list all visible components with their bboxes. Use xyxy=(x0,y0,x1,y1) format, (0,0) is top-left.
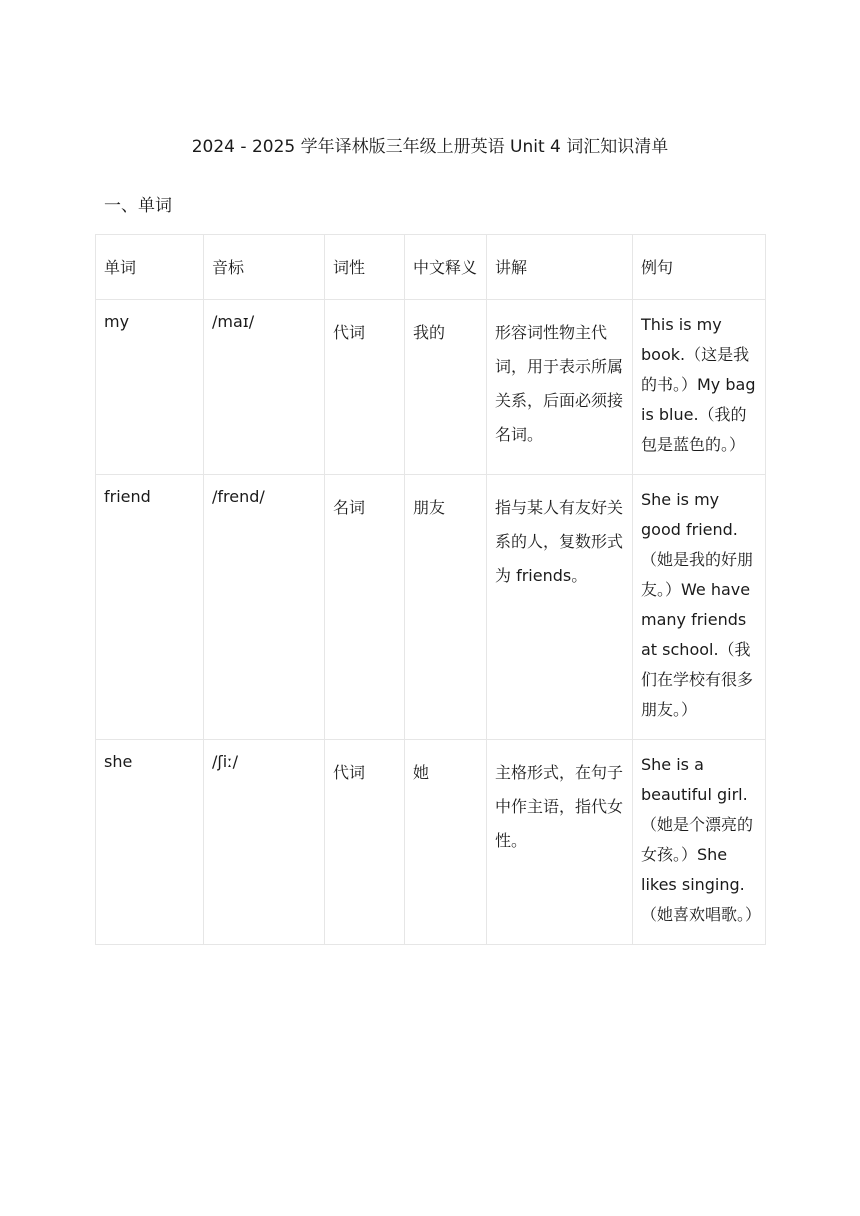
cell-example: She is a beautiful girl.（她是个漂亮的女孩。）She likes singing.（她喜欢唱歌。） xyxy=(633,740,766,945)
cell-meaning: 我的 xyxy=(405,300,487,475)
document-title: 2024 - 2025 学年译林版三年级上册英语 Unit 4 词汇知识清单 xyxy=(191,137,669,157)
cell-meaning: 朋友 xyxy=(405,475,487,740)
cell-explanation: 指与某人有友好关系的人，复数形式为 friends。 xyxy=(487,475,633,740)
cell-part-of-speech: 代词 xyxy=(325,300,405,475)
cell-word: my xyxy=(96,300,204,475)
cell-part-of-speech: 名词 xyxy=(325,475,405,740)
table-row xyxy=(96,740,766,945)
cell-part-of-speech: 代词 xyxy=(325,740,405,945)
cell-explanation: 形容词性物主代词，用于表示所属关系，后面必须接名词。 xyxy=(487,300,633,475)
header-explanation: 讲解 xyxy=(487,235,633,300)
header-word: 单词 xyxy=(96,235,204,300)
header-part-of-speech: 词性 xyxy=(325,235,405,300)
cell-example: She is my good friend.（她是我的好朋友。）We have many friends at school.（我们在学校有很多朋友。） xyxy=(633,475,766,740)
cell-phonetic: /frend/ xyxy=(204,475,325,740)
table-row xyxy=(96,300,766,475)
cell-phonetic: /maɪ/ xyxy=(204,300,325,475)
table-row xyxy=(96,475,766,740)
cell-explanation: 主格形式，在句子中作主语，指代女性。 xyxy=(487,740,633,945)
header-phonetic: 音标 xyxy=(204,235,325,300)
cell-example: This is my book.（这是我的书。）My bag is blue.（我的包是蓝色的。） xyxy=(633,300,766,475)
vocabulary-table xyxy=(95,234,766,945)
cell-word: friend xyxy=(96,475,204,740)
header-meaning: 中文释义 xyxy=(405,235,487,300)
cell-word: she xyxy=(96,740,204,945)
header-example: 例句 xyxy=(633,235,766,300)
section-heading-words: 一、单词 xyxy=(104,196,172,216)
cell-meaning: 她 xyxy=(405,740,487,945)
table-header-row xyxy=(96,235,766,300)
cell-phonetic: /ʃiː/ xyxy=(204,740,325,945)
